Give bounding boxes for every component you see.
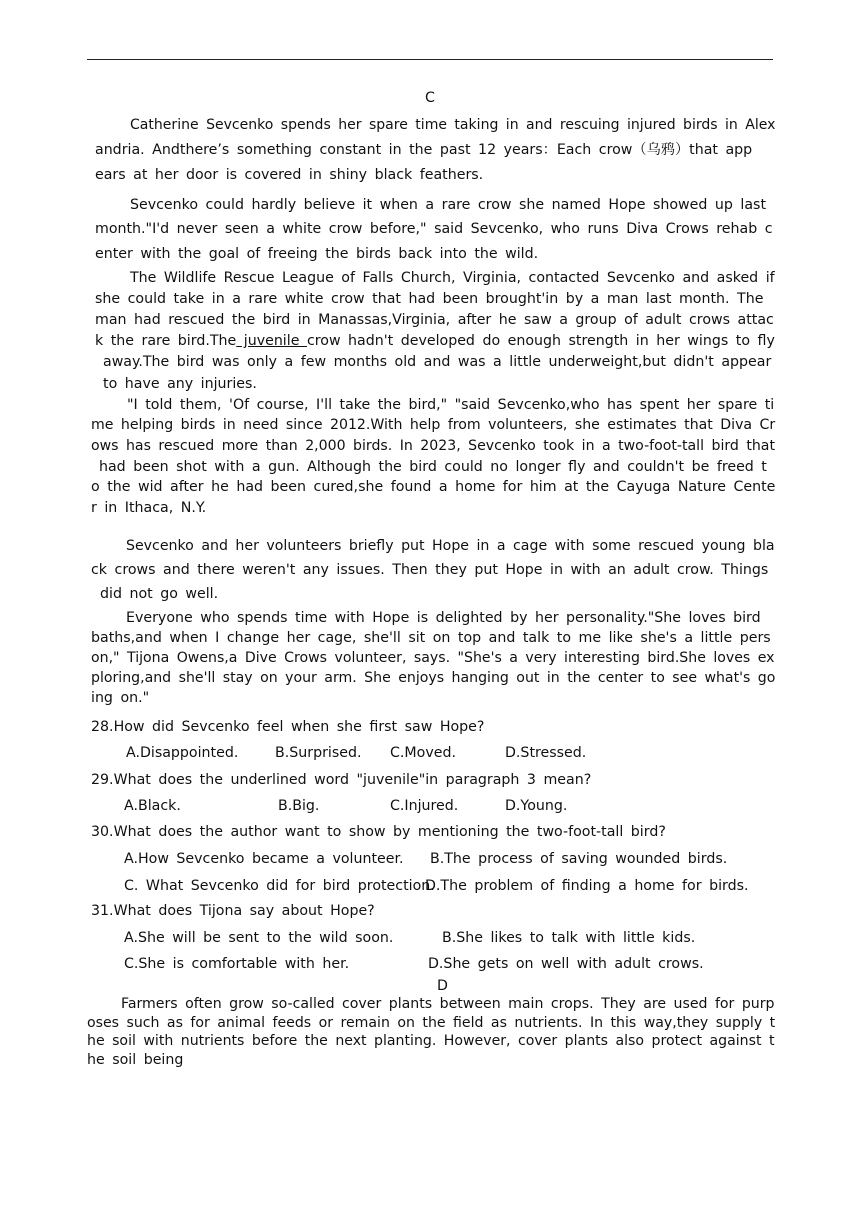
text-line: ck crows and there weren't any issues. Then they put Hope in with an adult crow. Things <box>91 562 769 578</box>
text-line: Sevcenko could hardly believe it when a rare crow she named Hope showed up last <box>130 197 767 213</box>
text-line: enter with the goal of freeing the birds back into the wild. <box>95 246 539 262</box>
text-line: oses such as for animal feeds or remain on the field as nutrients. In this way,they supply t <box>87 1015 776 1031</box>
text-segment: crow hadn't developed do enough strength in her wings to fly <box>306 333 775 349</box>
option-b: B.She likes to talk with little kids. <box>442 930 696 946</box>
text-line: r in Ithaca, N.Y. <box>91 500 207 516</box>
section-d-label: D <box>437 978 448 994</box>
text-line: Everyone who spends time with Hope is delighted by her personality."She loves bird <box>126 610 761 626</box>
question-stem: 31.What does Tijona say about Hope? <box>91 903 375 919</box>
text-line: Catherine Sevcenko spends her spare time taking in and rescuing injured birds in Alex <box>130 117 776 133</box>
option-c: C. What Sevcenko did for bird protection. <box>124 878 435 894</box>
text-line: Sevcenko and her volunteers briefly put Hope in a cage with some rescued young bla <box>126 538 775 554</box>
text-line: month."I'd never seen a white crow before," said Sevcenko, who runs Diva Crows rehab c <box>95 221 773 237</box>
section-c-label: C <box>425 90 435 106</box>
text-line: me helping birds in need since 2012.With help from volunteers, she estimates that Diva Cr <box>91 417 776 433</box>
option-b: B.Surprised. <box>275 745 362 761</box>
text-line: he soil with nutrients before the next planting. However, cover plants also protect against t <box>87 1033 775 1049</box>
option-c: C.Injured. <box>390 798 459 814</box>
text-line: man had rescued the bird in Manassas,Virginia, after he saw a group of adult crows attac <box>95 312 774 328</box>
text-line: o the wid after he had been cured,she found a home for him at the Cayuga Nature Cente <box>91 479 776 495</box>
option-c: C.She is comfortable with her. <box>124 956 350 972</box>
question-stem: 30.What does the author want to show by mentioning the two-foot-tall bird? <box>91 824 666 840</box>
option-a: A.Disappointed. <box>126 745 239 761</box>
text-line: The Wildlife Rescue League of Falls Church, Virginia, contacted Sevcenko and asked if <box>130 270 775 286</box>
text-line: to have any injuries. <box>103 376 257 392</box>
option-a: A.Black. <box>124 798 181 814</box>
text-line: ploring,and she'll stay on your arm. She enjoys hanging out in the center to see what's go <box>91 670 776 686</box>
header-rule <box>87 59 773 60</box>
text-line: ows has rescued more than 2,000 birds. In 2023, Sevcenko took in a two-foot-tall bird that <box>91 438 775 454</box>
question-stem: 29.What does the underlined word "juvenile"in paragraph 3 mean? <box>91 772 592 788</box>
option-d: D.The problem of finding a home for birds. <box>425 878 749 894</box>
option-d: D.She gets on well with adult crows. <box>428 956 704 972</box>
option-a: A.How Sevcenko became a volunteer. <box>124 851 404 867</box>
option-d: D.Young. <box>505 798 568 814</box>
option-d: D.Stressed. <box>505 745 587 761</box>
text-line <box>95 332 775 350</box>
text-line: ing on." <box>91 690 150 706</box>
text-line: on," Tijona Owens,a Dive Crows volunteer, says. "She's a very interesting bird.She loves ex <box>91 650 775 666</box>
option-c: C.Moved. <box>390 745 456 761</box>
text-line: andria. Andthere’s something constant in the past 12 years：Each crow（乌鸦）that app <box>95 142 753 158</box>
text-line: did not go well. <box>100 586 219 602</box>
text-line: baths,and when I change her cage, she'll sit on top and talk to me like she's a little pers <box>91 630 771 646</box>
text-line: she could take in a rare white crow that had been brought'in by a man last month. The <box>95 291 764 307</box>
text-line: ears at her door is covered in shiny black feathers. <box>95 167 484 183</box>
underlined-word-juvenile: juvenile <box>236 333 307 349</box>
option-b: B.Big. <box>278 798 320 814</box>
text-line: away.The bird was only a few months old and was a little underweight,but didn't appear <box>103 354 772 370</box>
option-b: B.The process of saving wounded birds. <box>430 851 728 867</box>
text-line: he soil being <box>87 1052 184 1068</box>
text-line: "I told them, 'Of course, I'll take the bird," "said Sevcenko,who has spent her spare ti <box>127 397 775 413</box>
option-a: A.She will be sent to the wild soon. <box>124 930 394 946</box>
text-line: Farmers often grow so-called cover plants between main crops. They are used for purp <box>121 996 775 1012</box>
text-segment: k the rare bird.The <box>95 333 237 349</box>
text-line: had been shot with a gun. Although the bird could no longer fly and couldn't be freed t <box>99 459 767 475</box>
question-stem: 28.How did Sevcenko feel when she first saw Hope? <box>91 719 485 735</box>
